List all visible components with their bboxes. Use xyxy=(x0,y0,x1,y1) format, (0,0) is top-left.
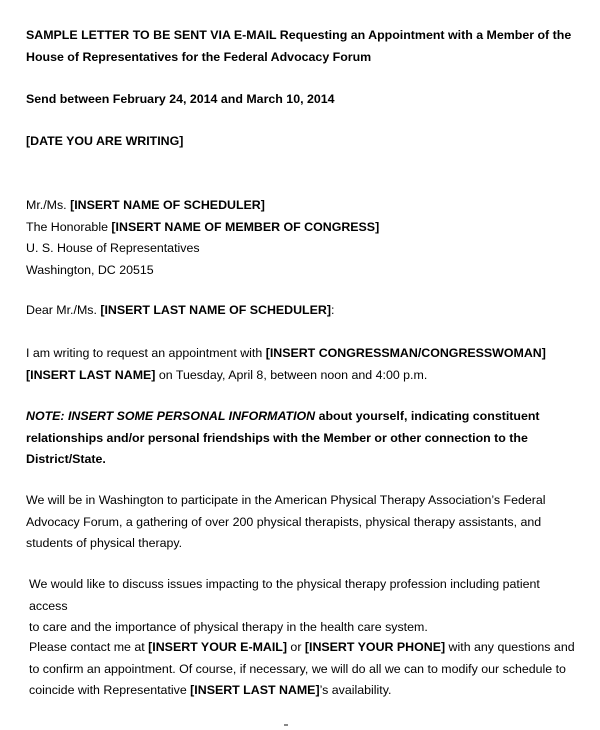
heading-line-1: SAMPLE LETTER TO BE SENT VIA E-MAIL Requesting an Appointment with a Member of the xyxy=(26,28,572,42)
scheduler-last-name-field: [INSERT LAST NAME OF SCHEDULER] xyxy=(100,303,331,317)
letter-heading xyxy=(26,25,578,68)
note-label: NOTE: INSERT SOME PERSONAL INFORMATION xyxy=(26,409,316,423)
phone-field: [INSERT YOUR PHONE] xyxy=(304,640,446,654)
page-edge-mark xyxy=(284,724,288,726)
address-line-1: Mr./Ms. [INSERT NAME OF SCHEDULER] xyxy=(26,198,265,212)
recipient-address xyxy=(26,195,578,281)
note-paragraph: NOTE: INSERT SOME PERSONAL INFORMATION about yourself, indicating constituent relationships and/or personal friendships with the Member or other connection to the District/State. xyxy=(26,409,540,466)
paragraph-forum: We will be in Washington to participate in the American Physical Therapy Association’s Federal Advocacy Forum, a gathering of over 200 physical therapists, physical therapy assistants, and students of physical therapy. xyxy=(26,493,546,550)
congress-title-field: [INSERT CONGRESSMAN/CONGRESSWOMAN] xyxy=(265,346,546,360)
email-field: [INSERT YOUR E-MAIL] xyxy=(148,640,287,654)
heading-line-2: House of Representatives for the Federal Advocacy Forum xyxy=(26,49,372,64)
scheduler-name-field: [INSERT NAME OF SCHEDULER] xyxy=(70,198,265,212)
paragraph-contact: Please contact me at [INSERT YOUR E-MAIL] or [INSERT YOUR PHONE] with any questions and to confirm an appointment. Of course, if necessary, we will do all we can to modify our schedule to coincide with Representative [INSERT LAST NAME]’s availability. xyxy=(29,640,575,697)
date-placeholder: [DATE YOU ARE WRITING] xyxy=(26,134,184,148)
address-line-3: U. S. House of Representatives xyxy=(26,241,200,255)
last-name-field: [INSERT LAST NAME] xyxy=(26,367,156,382)
salutation: Dear Mr./Ms. [INSERT LAST NAME OF SCHEDULER]: xyxy=(26,303,335,317)
paragraph-request: I am writing to request an appointment with [INSERT CONGRESSMAN/CONGRESSWOMAN] [INSERT LAST NAME] on Tuesday, April 8, between noon and 4:00 p.m. xyxy=(26,346,546,382)
address-line-2: The Honorable [INSERT NAME OF MEMBER OF CONGRESS] xyxy=(26,219,380,234)
send-window: Send between February 24, 2014 and March 10, 2014 xyxy=(26,92,335,106)
paragraph-issues: We would like to discuss issues impacting to the physical therapy profession including patient access to care and the importance of physical therapy in the health care system. xyxy=(29,577,540,634)
member-name-field: [INSERT NAME OF MEMBER OF CONGRESS] xyxy=(111,219,380,234)
representative-last-name-field: [INSERT LAST NAME] xyxy=(190,683,320,697)
address-line-4: Washington, DC 20515 xyxy=(26,262,154,277)
